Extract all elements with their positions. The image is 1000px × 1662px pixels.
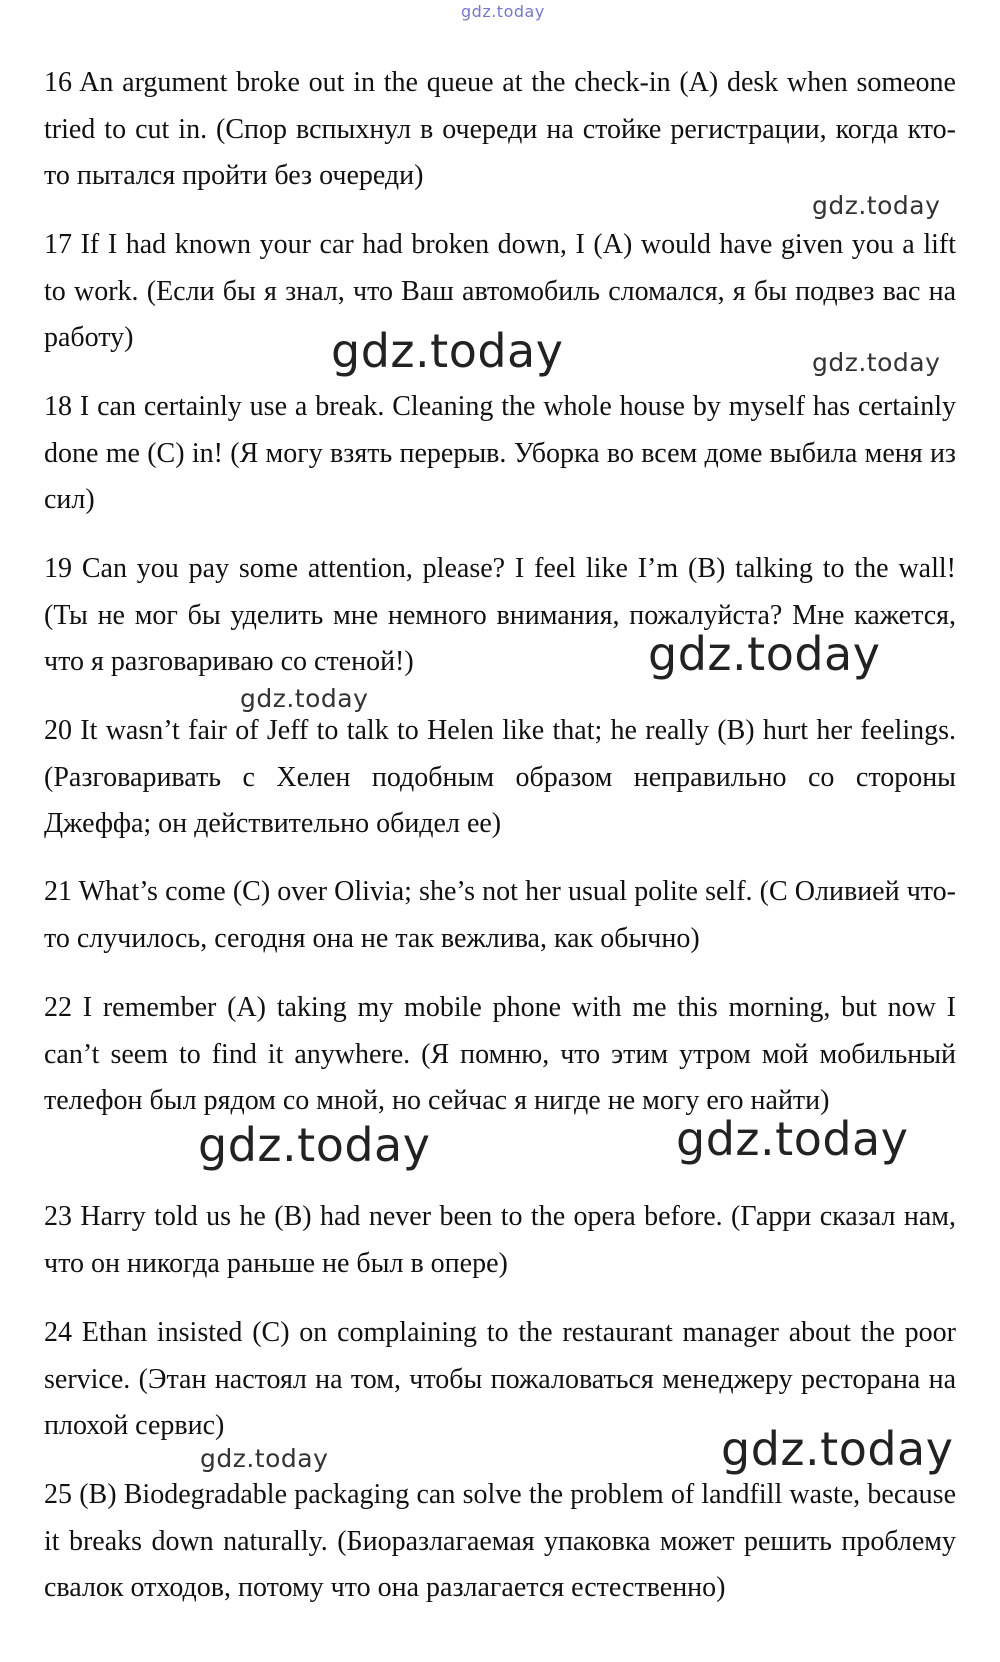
paragraph-22: 22 I remember (A) taking my mobile phone with me this morning, but now I can’t seem to find it anywhere. (Я помню, что этим утром мой мобильный телефон был рядом со мной, но сейчас я нигде не могу его найти) <box>44 992 956 1116</box>
watermark: gdz.today <box>721 1422 954 1476</box>
paragraph-20: 20 It wasn’t fair of Jeff to talk to Helen like that; he really (B) hurt her feelings. (Разговаривать с Хелен подобным образом неправильно со стороны Джеффа; он действительно обидел ее) <box>44 715 956 839</box>
paragraph-25: 25 (B) Biodegradable packaging can solve the problem of landfill waste, because it breaks down naturally. (Биоразлагаемая упаковка может решить проблему свалок отходов, потому что она разлагается естественно) <box>44 1479 956 1603</box>
watermark: gdz.today <box>648 627 881 681</box>
watermark: gdz.today <box>198 1118 431 1172</box>
watermark: gdz.today <box>812 191 941 220</box>
paragraph-19: 19 Can you pay some attention, please? I feel like I’m (B) talking to the wall! (Ты не мог бы уделить мне немного внимания, пожалуйста? Мне кажется, что я разговариваю со стеной!) <box>44 553 956 677</box>
paragraph-24: 24 Ethan insisted (C) on complaining to the restaurant manager about the poor service. (Этан настоял на том, чтобы пожаловаться менеджеру ресторана на плохой сервис) <box>44 1317 956 1441</box>
paragraph-21: 21 What’s come (C) over Olivia; she’s not her usual polite self. (С Оливией что-то случилось, сегодня она не так вежлива, как обычно) <box>44 876 956 954</box>
watermark: gdz.today <box>200 1444 329 1473</box>
watermark: gdz.today <box>331 324 564 378</box>
watermark: gdz.today <box>240 684 369 713</box>
watermark: gdz.today <box>676 1112 909 1166</box>
paragraph-18: 18 I can certainly use a break. Cleaning the whole house by myself has certainly done me (C) in! (Я могу взять перерыв. Уборка во всем доме выбила меня из сил) <box>44 391 956 515</box>
paragraph-16: 16 An argument broke out in the queue at the check-in (A) desk when someone tried to cut in. (Спор вспыхнул в очереди на стойке регистрации, когда кто-то пытался пройти без очереди) <box>44 67 956 191</box>
header-watermark: gdz.today <box>461 2 545 21</box>
watermark: gdz.today <box>812 348 941 377</box>
paragraph-17: 17 If I had known your car had broken down, I (A) would have given you a lift to work. (Если бы я знал, что Ваш автомобиль сломался, я бы подвез вас на работу) <box>44 229 956 353</box>
paragraph-23: 23 Harry told us he (B) had never been to the opera before. (Гарри сказал нам, что он никогда раньше не был в опере) <box>44 1201 956 1279</box>
